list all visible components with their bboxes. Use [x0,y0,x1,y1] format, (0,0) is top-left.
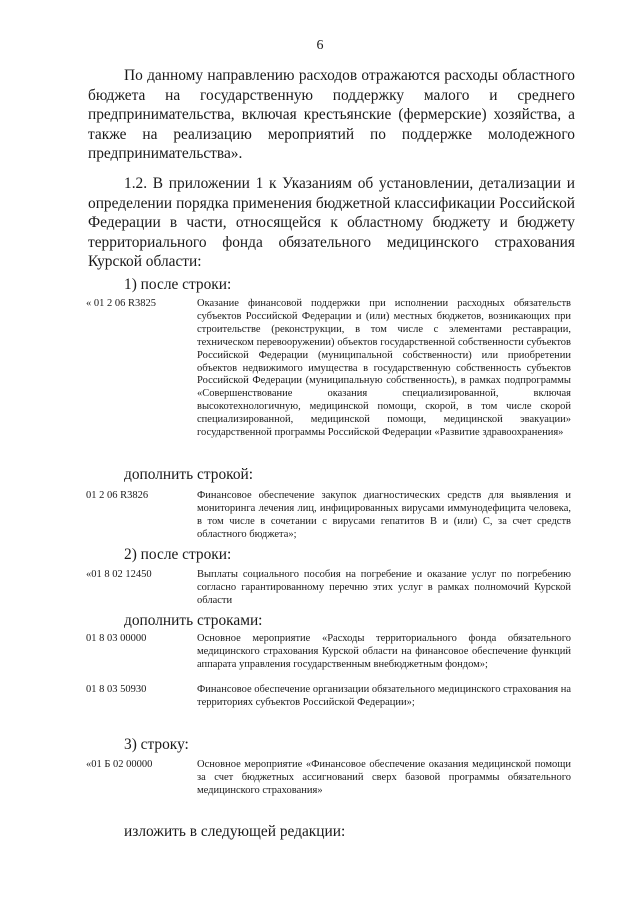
entry-code-3: «01 8 02 12450 [86,569,152,580]
page-number: 6 [316,38,324,53]
heading-line-3: 3) строку: [124,736,189,753]
entry-text-4: Основное мероприятие «Расходы территориального фонда обязательного медицинского страхования Курской области на финансовое обеспечение функций аппарата управления государственным внебюджетным фондом»; [197,633,571,670]
paragraph-appendix-amendment: 1.2. В приложении 1 к Указаниям об установлении, детализации и определении порядка применения бюджетной классификации Российской Федерации в части, относящейся к областному бюджету и бюджету территориального фонда обязательного медицинского страхования Курской области: [88,175,575,270]
heading-after-line-1: 1) после строки: [124,276,232,293]
entry-code-6: «01 Б 02 00000 [86,759,153,770]
entry-text-2: Финансовое обеспечение закупок диагностических средств для выявления и мониторинга лечения лиц, инфицированных вирусами иммунодефицита человека, в том числе в сочетании с вирусами гепатитов В и (или) С, за счет средств областного бюджета»; [197,490,571,540]
heading-add-line: дополнить строкой: [124,466,254,483]
entry-text-6: Основное мероприятие «Финансовое обеспечение оказания медицинской помощи за счет бюджетных ассигнований сверх базовой программы обязательного медицинского страхования» [197,759,571,796]
entry-code-5: 01 8 03 50930 [86,684,147,695]
paragraph-business-support: По данному направлению расходов отражаются расходы областного бюджета на государственную поддержку малого и среднего предпринимательства, включая крестьянские (фермерские) хозяйства, а также на реализацию мероприятий по поддержке молодежного предпринимательства». [88,67,575,162]
entry-code-2: 01 2 06 R3826 [86,490,149,501]
entry-code-4: 01 8 03 00000 [86,633,147,644]
entry-text-5: Финансовое обеспечение организации обязательного медицинского страхования на территориях субъектов Российской Федерации»; [197,684,571,708]
heading-add-lines: дополнить строками: [124,612,263,629]
heading-after-line-2: 2) после строки: [124,546,232,563]
heading-new-edition: изложить в следующей редакции: [124,823,346,840]
entry-code-1: « 01 2 06 R3825 [86,298,157,309]
entry-text-3: Выплаты социального пособия на погребение и оказание услуг по погребению согласно гарантированному перечню этих услуг в рамках полномочий Курской области [197,569,571,606]
entry-text-1: Оказание финансовой поддержки при исполнении расходных обязательств субъектов Российской Федерации и (или) местных бюджетов, возникающих при строительстве (реконструкции, в том числе с элементами реставрации, техническом перевооружении) объектов государственной собственности субъектов Российской Федерации (муниципальной собственности) или приобретении объектов недвижимого имущества в государственную собственность субъектов Российской Федерации (муниципальную собственность), в рамках подпрограммы «Совершенствование оказания специализированной, включая высокотехнологичную, медицинской помощи, скорой, в том числе скорой специализированной, медицинской помощи, медицинской эвакуации» государственной программы Российской Федерации «Развитие здравоохранения» [197,298,571,439]
